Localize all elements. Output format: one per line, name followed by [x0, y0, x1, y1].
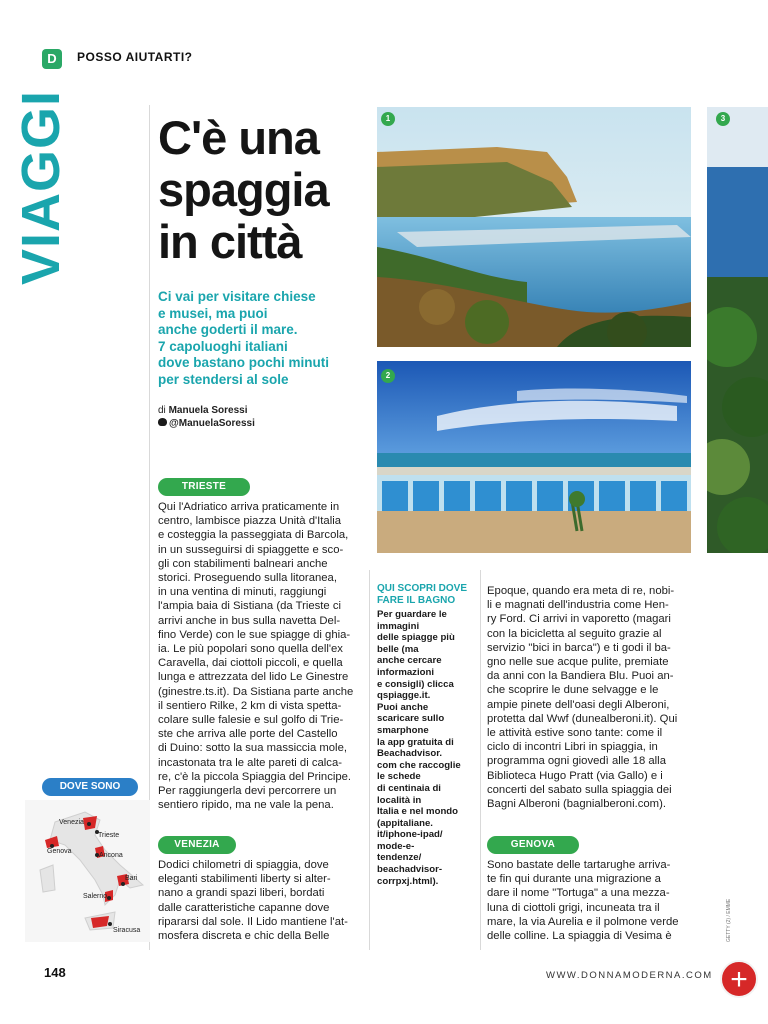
city-marker	[107, 896, 111, 900]
text-line: sentiero ripido, ma ne vale la pena.	[158, 799, 334, 812]
lead-line: per stendersi al sole	[158, 371, 289, 387]
text-line: Beachadvisor.	[377, 748, 443, 760]
text-line: incastonata tra le alte pareti di calca-	[158, 756, 342, 769]
text-line: delle colline. La spiaggia di Vesima è	[487, 930, 672, 943]
city-label: Siracusa	[113, 927, 141, 934]
text-line: località in	[377, 794, 422, 806]
lead-line: dove bastano pochi minuti	[158, 355, 330, 370]
text-line: ia. Le più popolari sono quella dell'ex	[158, 643, 343, 656]
venezia-continued-body	[487, 584, 692, 811]
photo-venezia-lido	[377, 361, 691, 553]
text-line: servizio "bici in barca") e ti godi il ba-	[487, 641, 671, 654]
lead-line: anche goderti il mare.	[158, 322, 298, 337]
text-line: re, c'è la piccola Spiaggia del Principe.	[158, 770, 352, 783]
text-line: e costeggia la passeggiata di Barcola,	[158, 529, 349, 542]
byline-prefix: di	[158, 405, 166, 416]
text-line: di centinaia di	[377, 782, 441, 794]
photo-number-badge: 3	[716, 112, 730, 126]
genova-body	[487, 858, 692, 943]
text-line: immagini	[377, 620, 420, 632]
text-line: da anni con la Bandiera Blu. Puoi an-	[487, 670, 674, 683]
lead-line: Ci vai per visitare chiese	[158, 289, 316, 304]
text-line: le schede	[377, 771, 421, 783]
text-line: tendenze/	[377, 852, 422, 864]
text-line: mode-e-	[377, 840, 415, 852]
article-lead	[158, 289, 358, 388]
text-line: centro, lambisce piazza Unità d'Italia	[158, 515, 341, 528]
text-line: arrivi anche in bus sulla navetta Del-	[158, 614, 341, 627]
byline	[158, 404, 255, 430]
footer-url[interactable]: WWW.DONNAMODERNA.COM	[546, 970, 713, 981]
text-line: Puoi anche	[377, 701, 429, 713]
text-line: di Duino: sotto la sua massiccia mole,	[158, 742, 347, 755]
text-line: smarphone	[377, 724, 429, 736]
title-line: C'è una	[158, 111, 319, 164]
city-label: Trieste	[98, 832, 120, 839]
text-line: storici. Proseguendo sulla litoranea,	[158, 572, 337, 585]
text-line: dare il nome "Tortuga" a una mezza-	[487, 887, 670, 900]
section-heading-venezia: VENEZIA	[158, 836, 236, 854]
heading-line: QUI SCOPRI DOVE	[377, 583, 468, 594]
text-line: il sentiero Rilke, 2 km di vista spetta-	[158, 699, 342, 712]
text-line: nano a grandi spazi liberi, bordati	[158, 887, 325, 900]
venezia-body	[158, 858, 362, 943]
text-line: protetta dal Wwf (dunealberoni.it). Qui	[487, 712, 678, 725]
text-line: colare sulle falesie e sul golfo di Trie-	[158, 714, 344, 727]
text-line: ripararsi dal sole. Il Lido mantiene l'at-	[158, 915, 348, 928]
section-vertical-title: VIAGGI	[11, 89, 71, 285]
text-line: Per raggiungerla devi percorrere un	[158, 785, 337, 798]
text-line: (appitaliane.	[377, 817, 433, 829]
text-line: che scoprire le dune selvagge e le	[487, 684, 659, 697]
author-twitter-handle[interactable]: @ManuelaSoressi	[169, 418, 255, 429]
text-line: Dodici chilometri di spiaggia, dove	[158, 859, 329, 871]
section-heading-genova: GENOVA	[487, 836, 579, 854]
text-line: e consigli) clicca	[377, 678, 454, 690]
text-line: Qui l'Adriatico arriva praticamente in	[158, 501, 340, 513]
text-line: com che raccoglie	[377, 759, 461, 771]
text-line: delle spiagge più	[377, 632, 455, 644]
heading-line: FARE IL BAGNO	[377, 594, 456, 606]
title-line: spaggia	[158, 163, 329, 216]
city-label: Bari	[125, 875, 138, 882]
text-line: programma ogni giovedì alle 18 alla	[487, 755, 666, 768]
photo-coastal-forest	[707, 107, 768, 553]
text-line: ste che arriva alle porte del Castello	[158, 728, 338, 741]
city-marker	[108, 922, 112, 926]
text-line: qspiagge.it.	[377, 690, 431, 702]
text-line: la app gratuita di	[377, 736, 454, 748]
text-line: (ginestre.ts.it). Da Sistiana parte anche	[158, 685, 354, 698]
text-line: Caravella, dai ciottoli piccoli, e quella	[158, 657, 343, 670]
twitter-bird-icon	[158, 418, 167, 426]
lead-line: 7 capoluoghi italiani	[158, 338, 288, 354]
text-line: in una ventina di minuti, raggiungi	[158, 586, 327, 599]
text-line: mosfera discreta e chic della Belle	[158, 930, 330, 943]
trieste-body	[158, 500, 362, 812]
text-line: ciclo di incontri Libri in spiaggia, in	[487, 741, 658, 754]
text-line: Epoque, quando era meta di re, nobi-	[487, 585, 675, 597]
plus-button[interactable]: +	[720, 960, 758, 998]
text-line: gno nelle sue acque pulite, premiate	[487, 656, 669, 669]
text-line: Bagni Alberoni (bagnialberoni.com).	[487, 798, 666, 811]
photo-trieste-bay	[377, 107, 691, 347]
text-line: gli con stabilimenti balneari anche	[158, 557, 328, 570]
sidebar-heading	[377, 583, 477, 606]
text-line: dalle caratteristiche capanne dove	[158, 901, 330, 914]
text-line: te fin qui durante una migrazione a	[487, 873, 661, 886]
text-line: luna di ciottoli grigi, incuneata tra il	[487, 901, 660, 914]
photo-number-badge: 2	[381, 369, 395, 383]
photo-credit: GETTY (2) / EMME	[726, 898, 732, 942]
italy-map	[25, 800, 150, 942]
text-line: anche cercare	[377, 655, 442, 667]
column-divider	[369, 570, 370, 950]
photo-number-badge: 1	[381, 112, 395, 126]
text-line: informazioni	[377, 666, 435, 678]
text-line: Biblioteca Hugo Pratt (via Gallo) e i	[487, 769, 663, 782]
text-line: in un susseguirsi di spiaggette e sco-	[158, 543, 344, 556]
text-line: belle (ma	[377, 643, 419, 655]
text-line: eleganti stabilimenti liberty si alter-	[158, 873, 331, 886]
city-label: Salerno	[83, 893, 108, 900]
city-label: Genova	[47, 848, 72, 855]
city-marker	[87, 822, 91, 826]
lead-line: e musei, ma puoi	[158, 305, 268, 321]
map-heading-pill: DOVE SONO	[42, 778, 138, 796]
text-line: l'ampia baia di Sistiana (da Trieste ci	[158, 600, 341, 613]
text-line: le attività estive sono tante: come il	[487, 727, 663, 740]
section-heading-trieste: TRIESTE	[158, 478, 250, 496]
text-line: li e magnati dell'industria come Hen-	[487, 599, 669, 612]
text-line: fino Verde) con le sue spiagge di ghia-	[158, 628, 351, 641]
text-line: ampie pinete dell'oasi degli Alberoni,	[487, 698, 670, 711]
column-divider	[480, 570, 481, 950]
text-line: Italia e nel mondo	[377, 806, 459, 818]
magazine-logo-badge: D	[42, 49, 62, 69]
city-label: Ancona	[99, 852, 123, 859]
title-line: in città	[158, 215, 302, 268]
text-line: concerti del sabato sulla spiaggia dei	[487, 783, 672, 796]
text-line: ry Ford. Ci arrivi in vaporetto (magari	[487, 613, 671, 626]
page-number: 148	[44, 965, 66, 980]
text-line: scaricare sullo	[377, 713, 445, 725]
text-line: mare, la via Aurelia e il polmone verde	[487, 915, 679, 928]
text-line: Per guardare le	[377, 609, 447, 620]
sidebar-text	[377, 609, 477, 887]
text-line: beachadvisor-	[377, 864, 443, 876]
text-line: con la bicicletta al seguito grazie al	[487, 627, 662, 640]
text-line: Sono bastate delle tartarughe arriva-	[487, 859, 671, 871]
article-title	[158, 112, 329, 268]
city-label: Venezia	[59, 819, 84, 826]
author-name: Manuela Soressi	[168, 405, 248, 416]
text-line: it/iphone-ipad/	[377, 829, 443, 841]
text-line: corrpxj.html).	[377, 875, 439, 887]
text-line: lunga e attrezzata del lido Le Ginestre	[158, 671, 349, 684]
section-header-label: POSSO AIUTARTI?	[77, 50, 193, 64]
city-marker	[121, 882, 125, 886]
